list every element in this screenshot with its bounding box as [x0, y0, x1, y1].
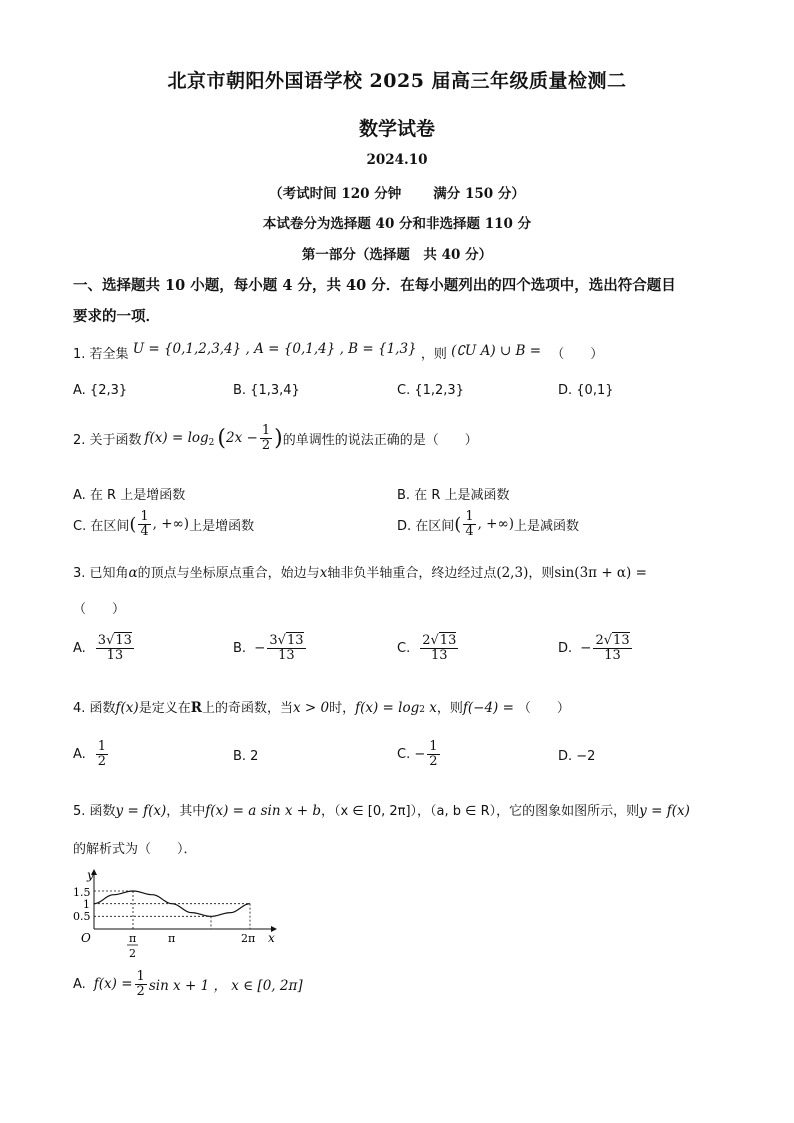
q2-function: f(x) = log [144, 430, 209, 447]
q3-option-c: C. $\frac{2√13}{13}$ [397, 633, 457, 663]
q2-log-base: 2 [208, 438, 215, 449]
sine-graph-figure [70, 866, 290, 962]
time-info: （考试时间 120 分钟 [269, 186, 402, 202]
q5-line2: 的解析式为（ ）． [73, 842, 197, 857]
question-2: 2. 关于函数 f(x) = log 2 ( 2x − $\frac{1}{2}$ ) 的单调性的说法正确的是（ ） [73, 423, 478, 453]
q1-option-a: A. {2,3} [73, 383, 128, 398]
q2-argument: 2x − [226, 430, 258, 447]
xtick-pi-half-den: 2 [129, 947, 136, 960]
q4-option-a: A. $\frac{1}{2}$ [73, 739, 107, 769]
q1-option-c: C. {1,2,3} [397, 383, 464, 398]
question-3: 3. 已知角α的顶点与坐标原点重合，始边与x轴非负半轴重合，终边经过点(2,3)，则sin(3π + α) = [73, 565, 647, 581]
xtick-pi-half-num: π [129, 932, 137, 945]
y-axis-label: y [87, 868, 94, 882]
q1-expression: (∁U A) ∪ B = [451, 343, 542, 359]
xtick-2pi: 2π [241, 932, 256, 945]
q4-expression: f(−4) = [462, 700, 514, 716]
q4-option-b: B. 2 [233, 749, 259, 764]
xtick-pi: π [168, 932, 176, 945]
q1-then: ，则 [420, 347, 447, 362]
q2-option-b: B. 在 R 上是减函数 [397, 488, 510, 503]
q5-option-a: A. f(x) = $\frac{1}{2}$ sin x + 1 ， x ∈ [0, 2π] [73, 969, 303, 999]
q2-option-c: C. 在区间 ( $\frac{1}{4}$ , +∞) 上是增函数 [73, 509, 255, 539]
q4-option-d: D. −2 [558, 749, 596, 764]
q1-option-b: B. {1,3,4} [233, 383, 300, 398]
q3-option-d: D. − $\frac{2√13}{13}$ [558, 633, 630, 663]
question-4: 4. 函数f(x)是定义在R上的奇函数，当x > 0时，f(x) = log2 x，则f(−4) = （ ） [73, 700, 570, 716]
q3-answer-blank: （ ） [73, 602, 126, 617]
paper-title: 北京市朝阳外国语学校 2025 届高三年级质量检测二 [167, 70, 627, 92]
q3-option-a: A. $\frac{3√13}{13}$ [73, 633, 132, 663]
ytick-1: 1 [83, 898, 90, 911]
dashed-guides [94, 891, 250, 929]
question-5: 5. 函数y = f(x)，其中f(x) = a sin x + b，（x ∈ [0, 2π]），（a, b ∈ R），它的图象如图所示，则y = f(x) [73, 803, 690, 819]
section-instructions-line2: 要求的一项． [73, 308, 160, 325]
paper-date: 2024.10 [366, 152, 428, 168]
split-info: 本试卷分为选择题 40 分和非选择题 110 分 [262, 216, 532, 232]
origin-label: O [81, 931, 91, 945]
exam-info [0, 182, 794, 202]
q2-fraction: $\frac{1}{2}$ [261, 423, 271, 453]
q2-option-d: D. 在区间 ( $\frac{1}{4}$ , +∞) 上是减函数 [397, 509, 580, 539]
x-axis-label: x [268, 931, 275, 945]
q3-alpha: α [128, 565, 138, 581]
question-1 [73, 343, 603, 362]
ytick-1-5: 1.5 [73, 886, 91, 899]
q1-lead: 1. 若全集 [73, 347, 129, 362]
paper-subject: 数学试卷 [358, 118, 435, 140]
q3-expression: sin(3π + α) = [554, 565, 647, 581]
q3-point: (2,3) [496, 565, 529, 581]
q4-option-c: C. − $\frac{1}{2}$ [397, 739, 438, 769]
q2-option-a: A. 在 R 上是增函数 [73, 488, 186, 503]
section-instructions-line1: 一、选择题共 10 小题，每小题 4 分，共 40 分．在每小题列出的四个选项中，选出符合题目 [73, 277, 676, 294]
q1-answer-blank: （ ） [551, 347, 604, 362]
score-info: 满分 150 分） [433, 186, 525, 202]
q2-lead: 2. 关于函数 [73, 432, 142, 448]
q3-option-b: B. − $\frac{3√13}{13}$ [233, 633, 304, 663]
q1-option-d: D. {0,1} [558, 383, 614, 398]
q2-tail: 的单调性的说法正确的是（ ） [282, 432, 478, 448]
ytick-0-5: 0.5 [73, 910, 91, 923]
q1-sets: U = {0,1,2,3,4} , A = {0,1,4} , B = {1,3} [132, 341, 421, 357]
part-one-heading: 第一部分（选择题 共 40 分） [301, 247, 493, 263]
